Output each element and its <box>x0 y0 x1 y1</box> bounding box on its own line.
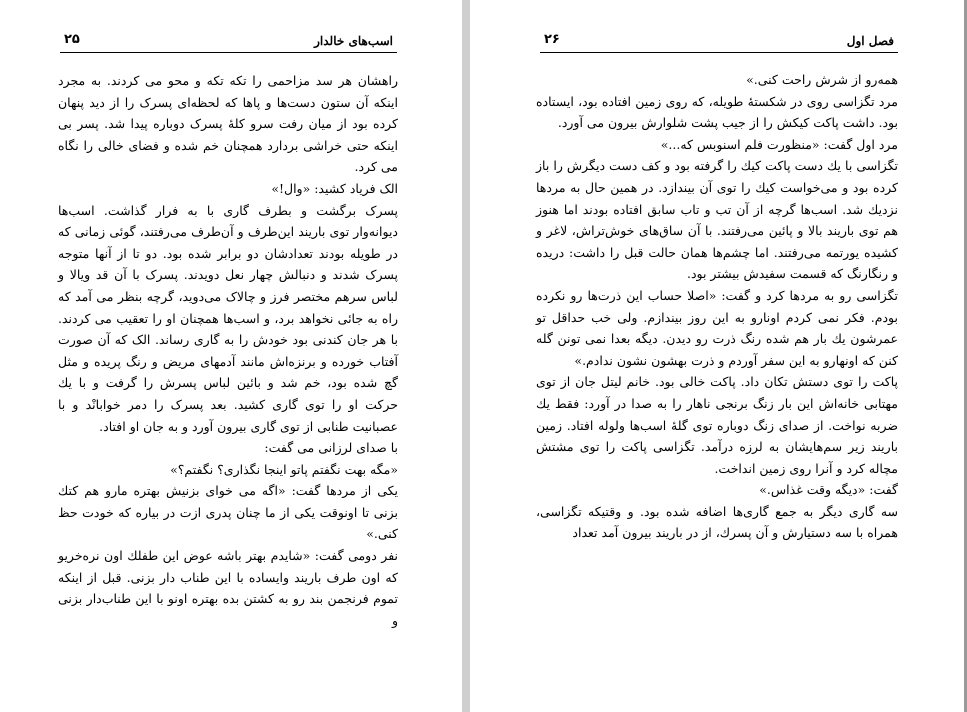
paragraph: مرد تگزاسی روی در شکستهٔ طویله، که روی زمین افتاده بود، ایستاده بود. داشت پاکت کیکش را از جیب پشت شلوارش بیرون می آورد. <box>536 93 898 131</box>
page-number: ۲۶ <box>544 32 560 47</box>
paragraph: راهشان هر سد مزاحمی را تکه تکه و محو می کردند. به مجرد اینکه آن ستون دست‌ها و پاها که لحظه‌ای پسرک را از دید پنهان کرده بود از میان رفت سرو کلهٔ پسرک دوباره پیدا شد. پسر بی اینکه حتی خراشی بردارد همچنان خم شده و فضای خالی را نگاه می کرد. <box>58 73 398 175</box>
paragraph: نفر دومی گفت: «شایدم بهتر باشه عوض این طفلك اون نره‌خریو که اون طرف باریند وایساده با این طناب دار بزنی. قبل از اینکه تموم فرنجمن بند رو به کشتن بده بهتره اونو با این طناب‌دار بزنی و <box>58 548 398 628</box>
body-text <box>536 69 898 544</box>
paragraph: پسرک برگشت و بطرف گاری با به فرار گذاشت. اسب‌ها دیوانه‌وار توی باریند این‌طرف و آن‌طرف می‌رفتند، گوئی زمانی که در طویله بودند تعدادشان دو برابر شده بود. دو تا از آنها متوجه پسرک شدند و دنبالش چهار نعل دویدند. پسرک با آن قد ویالا و لباس سرهم مختصر فرز و چالاک می‌دوید، گرچه بنظر می آمد که راه به جائی نخواهد برد، و اسب‌ها همچنان او را تعقیب می کردند. با هر جان کندنی بود خودش را به گاری رساند. الک که آن صورت آفتاب خورده و برنزه‌اش مانند آدمهای مریض و رنگ پریده و مثل گچ شده بود، خم شد و بائین لباس پسرش را گرفت و با یك حرکت او را توی گاری کشید. بعد پسرک را دمر خوابانْد و با عصبانیت طنابی از توی گاری بیرون آورد و به جان او افتاد. <box>58 202 398 434</box>
page-header <box>60 32 397 53</box>
page-gutter <box>462 0 470 712</box>
left-page <box>0 0 462 712</box>
paragraph: تگزاسی با یك دست پاکت کیك را گرفته بود و کف دست دیگرش را باز کرده بود و می‌خواست کیك را توی آن بیندازد. در همین حال به مردها نزدیك شد. اسب‌ها گرچه از آن تب و تاب سابق افتاده بودند اما هنوز هم توی باریند بالا و پائین می‌رفتند. با آن ساق‌های خوش‌تراش، لاغر و کشیده یورتمه می‌رفتند. اما چشم‌ها همان حالت قبل را داشت: دریده و رنگارنگ که قسمت سفیدش بیشتر بود. <box>536 158 898 282</box>
paragraph: مرد اول گفت: «منظورت فلم اسنوبس که...» <box>660 136 898 152</box>
paragraph: پاکت را توی دستش تکان داد. پاکت خالی بود. خانم لیتل جان از توی مهتابی خانه‌اش این بار زنگ برنجی ناهار را به صدا در آورد: فقط یك ضربه نواخت. از صدای زنگ دوباره توی گلهٔ اسب‌ها ولوله افتاد. زمین باریند زیر سم‌هایشان به لرزه درآمد. تگزاسی پاکت را توی مشتش مچاله کرد و آنرا روی زمین انداخت. <box>536 374 898 476</box>
page-header <box>540 32 898 53</box>
paragraph: یکی از مردها گفت: «اگه می خوای بزنیش بهتره مارو هم کتك بزنی تا اونوقت یکی از ما چنان پدری ازت در بیاره که خودت حظ کنی.» <box>58 483 398 542</box>
page-number: ۲۵ <box>64 32 80 47</box>
paragraph: الک فریاد کشید: «وال!» <box>271 180 398 196</box>
paragraph: با صدای لرزانی می گفت: <box>264 440 398 456</box>
running-title: اسب‌های خالدار <box>314 34 393 48</box>
paragraph: تگزاسی رو به مردها کرد و گفت: «اصلا حساب این ذرت‌ها رو نکرده بودم. فکر نمی کردم اونارو به این روز بیندازم. ولی خب حداقل تو عمرشون یك بار هم شده رنگ ذرت رو دیدن. دیگه بعدا نمی تونن گله کنن که اونهارو به این سفر آوردم و ذرت بهشون نشون ندادم.» <box>536 287 898 368</box>
paragraph: همه‌رو از شرش راحت کنی.» <box>746 72 898 87</box>
running-title: فصل اول <box>846 34 894 48</box>
paragraph: گفت: «دیگه وقت غذاس.» <box>759 482 898 498</box>
right-page <box>470 0 967 712</box>
paragraph: «مگه بهت نگفتم پاتو اینجا نگذاری؟ نگفتم؟» <box>170 461 398 477</box>
body-text <box>58 70 398 631</box>
paragraph: سه گاری دیگر به جمع گاری‌ها اضافه شده بود. و وقتیکه تگزاسی، همراه با سه دستیارش و آن پسرك، از در باریند بیرون آمد تعداد <box>536 503 898 541</box>
